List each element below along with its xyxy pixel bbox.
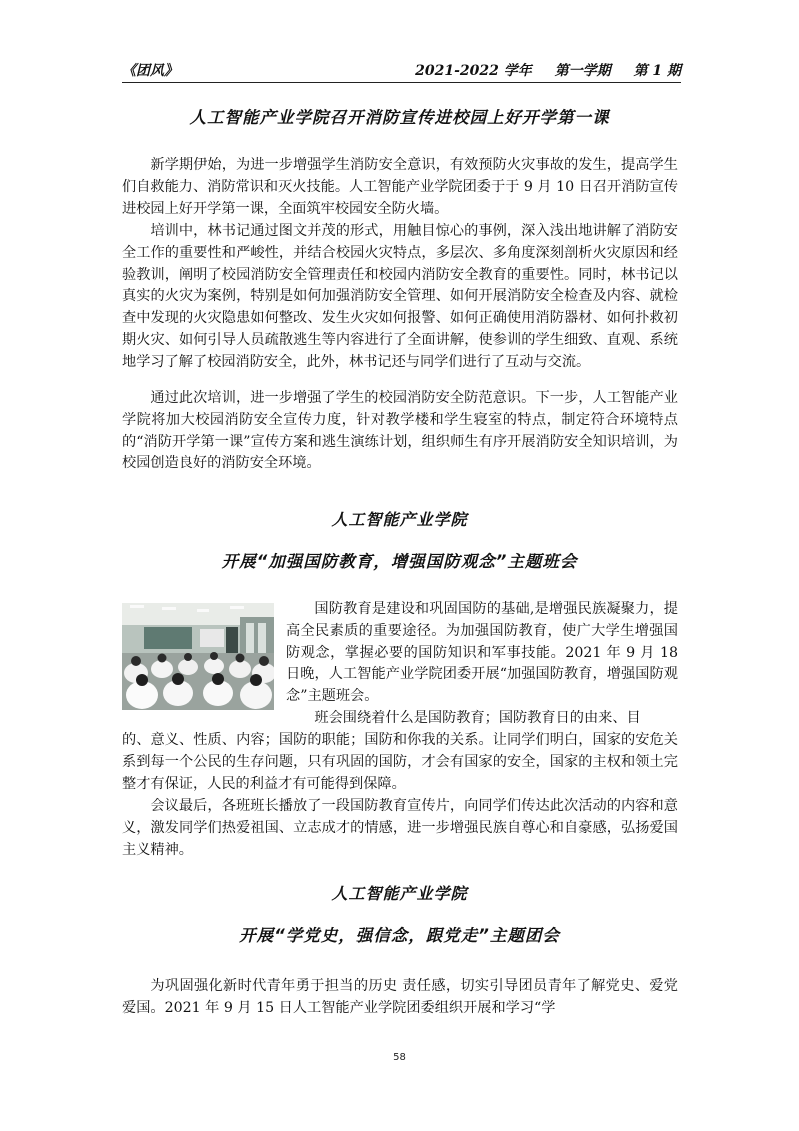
classroom-photo [122, 603, 274, 710]
article2-wrapped-text [286, 599, 678, 730]
article2-paragraph-2-cont: 的、意义、性质、内容；国防的职能；国防和你我的关系。让同学们明白，国家的安危关系到每一个公民的生存问题，只有巩固的国防，才会有国家的安全，国家的主权和领土完整才有保证，人民的利益才有可能得到保障。 [122, 732, 678, 792]
article3-title: 开展“学党史，强信念，跟党走”主题团会 [239, 926, 560, 945]
page-header [122, 58, 681, 83]
term: 第一学期 [554, 63, 611, 79]
article1-paragraph-1: 新学期伊始，为进一步增强学生消防安全意识，有效预防火灾事故的发生，提高学生们自救能力、消防常识和灭火技能。人工智能产业学院团委于于 9 月 10 日召开消防宣传进校园上好开学第一课，全面筑牢校园安全防火墙。 [122, 157, 678, 217]
article2-paragraph-3: 会议最后，各班班长播放了一段国防教育宣传片，向同学们传达此次活动的内容和意义，激发同学们热爱祖国、立志成才的情感，进一步增强民族自尊心和自豪感，弘扬爱国主义精神。 [122, 798, 678, 858]
article2-org: 人工智能产业学院 [331, 510, 468, 529]
article1-paragraph-3: 通过此次培训，进一步增强了学生的校园消防安全防范意识。下一步，人工智能产业学院将加大校园消防安全宣传力度，针对教学楼和学生寝室的特点，制定符合环境特点的“消防开学第一课”宣传方案和逃生演练计划，组织师生有序开展消防安全知识培训，为校园创造良好的消防安全环境。 [122, 390, 678, 472]
article2-title: 开展“加强国防教育，增强国防观念”主题班会 [221, 552, 578, 571]
academic-year: 2021-2022 学年 [415, 63, 532, 79]
article2-paragraph-1: 国防教育是建设和巩固国防的基础,是增强民族凝聚力，提高全民素质的重要途径。为加强国防教育，使广大学生增强国防观念，掌握必要的国防知识和军事技能。2021 年 9 月 18 日晚，人工智能产业学院团委开展“加强国防教育，增强国防观念”主题班会。 [286, 601, 678, 705]
article3-org: 人工智能产业学院 [331, 884, 468, 903]
journal-name: 《团风》 [122, 63, 178, 79]
page-number: 58 [393, 1052, 406, 1063]
issue-number: 第 1 期 [633, 63, 681, 79]
article1-title: 人工智能产业学院召开消防宣传进校园上好开学第一课 [189, 108, 610, 127]
article2-paragraph-2-start: 班会围绕着什么是国防教育；国防教育日的由来、目 [314, 709, 641, 726]
article3-paragraph-1: 为巩固强化新时代青年勇于担当的历史 责任感，切实引导团员青年了解党史、爱党爱国。2021 年 9 月 15 日人工智能产业学院团委组织开展和学习“学 [122, 978, 678, 1016]
issue-info [397, 60, 681, 80]
article1-paragraph-2: 培训中，林书记通过图文并茂的形式，用触目惊心的事例，深入浅出地讲解了消防安全工作的重要性和严峻性，并结合校园火灾特点，多层次、多角度深刻剖析火灾原因和经验教训，阐明了校园消防安全管理责任和校园内消防安全教育的重要性。同时，林书记以真实的火灾为案例，特别是如何加强消防安全管理、如何开展消防安全检查及内容、就检查中发现的火灾隐患如何整改、发生火灾如何报警、如何正确使用消防器材、如何扑救初期火灾、如何引导人员疏散逃生等内容进行了全面讲解，使参训的学生细致、直观、系统地学习了解了校园消防安全，此外，林书记还与同学们进行了互动与交流。 [122, 223, 678, 370]
